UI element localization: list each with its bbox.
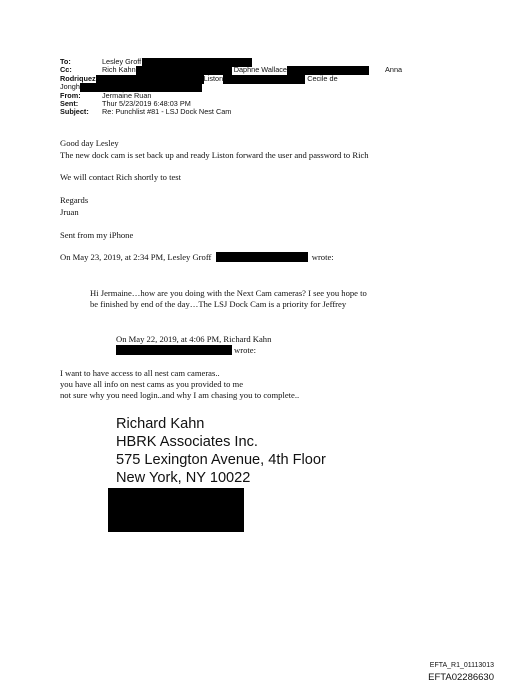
quoted-line: you have all info on nest cams as you provided to me xyxy=(60,379,244,389)
quoted-line: not sure why you need login..and why I am chasing you to complete.. xyxy=(60,390,300,400)
subject-value: Re: Punchlist #81 - LSJ Dock Nest Cam xyxy=(102,107,232,117)
cc-name: Rich Kahn xyxy=(102,65,136,75)
body-line: Jruan xyxy=(60,207,79,217)
redaction-bar xyxy=(116,345,232,355)
body-line: Good day Lesley xyxy=(60,138,119,148)
to-value: Lesley Groff xyxy=(102,57,142,66)
body-line: Sent from my iPhone xyxy=(60,230,134,240)
from-value: Jermaine Ruan xyxy=(102,90,152,100)
quoted-line: I want to have access to all nest cam cameras.. xyxy=(60,368,220,378)
to-label: To: xyxy=(60,57,71,66)
body-line: The new dock cam is set back up and ready Liston forward the user and password to Rich xyxy=(60,150,369,160)
footer-ref: EFTA_R1_01113013 xyxy=(429,662,494,669)
from-label: From: xyxy=(60,90,81,100)
footer-ref: EFTA02286630 xyxy=(428,672,494,683)
cc-name: Rodriquez xyxy=(60,73,96,83)
quoted-line: be finished by end of the day…The LSJ Dock Cam is a priority for Jeffrey xyxy=(90,299,347,309)
subject-label: Subject: xyxy=(60,107,89,117)
redaction-block xyxy=(108,488,244,532)
quote-header xyxy=(60,252,334,263)
cc-label: Cc: xyxy=(60,65,72,75)
signature-address-line: 575 Lexington Avenue, 4th Floor xyxy=(116,452,326,468)
cc-name: Liston xyxy=(203,73,224,83)
signature-name: Richard Kahn xyxy=(116,416,205,432)
quote-header-wrote: wrote: xyxy=(234,345,256,355)
signature-block xyxy=(116,415,326,487)
quote-header-text: On May 23, 2019, at 2:34 PM, Lesley Groff xyxy=(60,252,212,262)
quoted-line: Hi Jermaine…how are you doing with the Next Cam cameras? I see you hope to xyxy=(90,288,367,298)
redaction-bar xyxy=(216,252,308,262)
body-line: Regards xyxy=(60,195,89,205)
body-line: We will contact Rich shortly to test xyxy=(60,172,182,182)
sent-label: Sent: xyxy=(60,98,79,108)
quote-header-wrote: wrote: xyxy=(311,252,334,262)
quote-header xyxy=(116,345,256,356)
quote-header: On May 22, 2019, at 4:06 PM, Richard Kahn xyxy=(116,334,272,344)
sent-value: Thur 5/23/2019 6:48:03 PM xyxy=(102,98,191,108)
subject-row xyxy=(60,108,338,116)
cc-row-2 xyxy=(60,75,338,83)
cc-name: Anna xyxy=(385,65,403,75)
signature-address-line: New York, NY 10022 xyxy=(116,470,251,486)
email-header xyxy=(60,57,403,117)
cc-name: Cecile de xyxy=(307,73,338,83)
signature-company: HBRK Associates Inc. xyxy=(116,434,258,450)
cc-name: Daphne Wallace xyxy=(233,65,287,75)
cc-name: Jongh xyxy=(60,82,80,92)
